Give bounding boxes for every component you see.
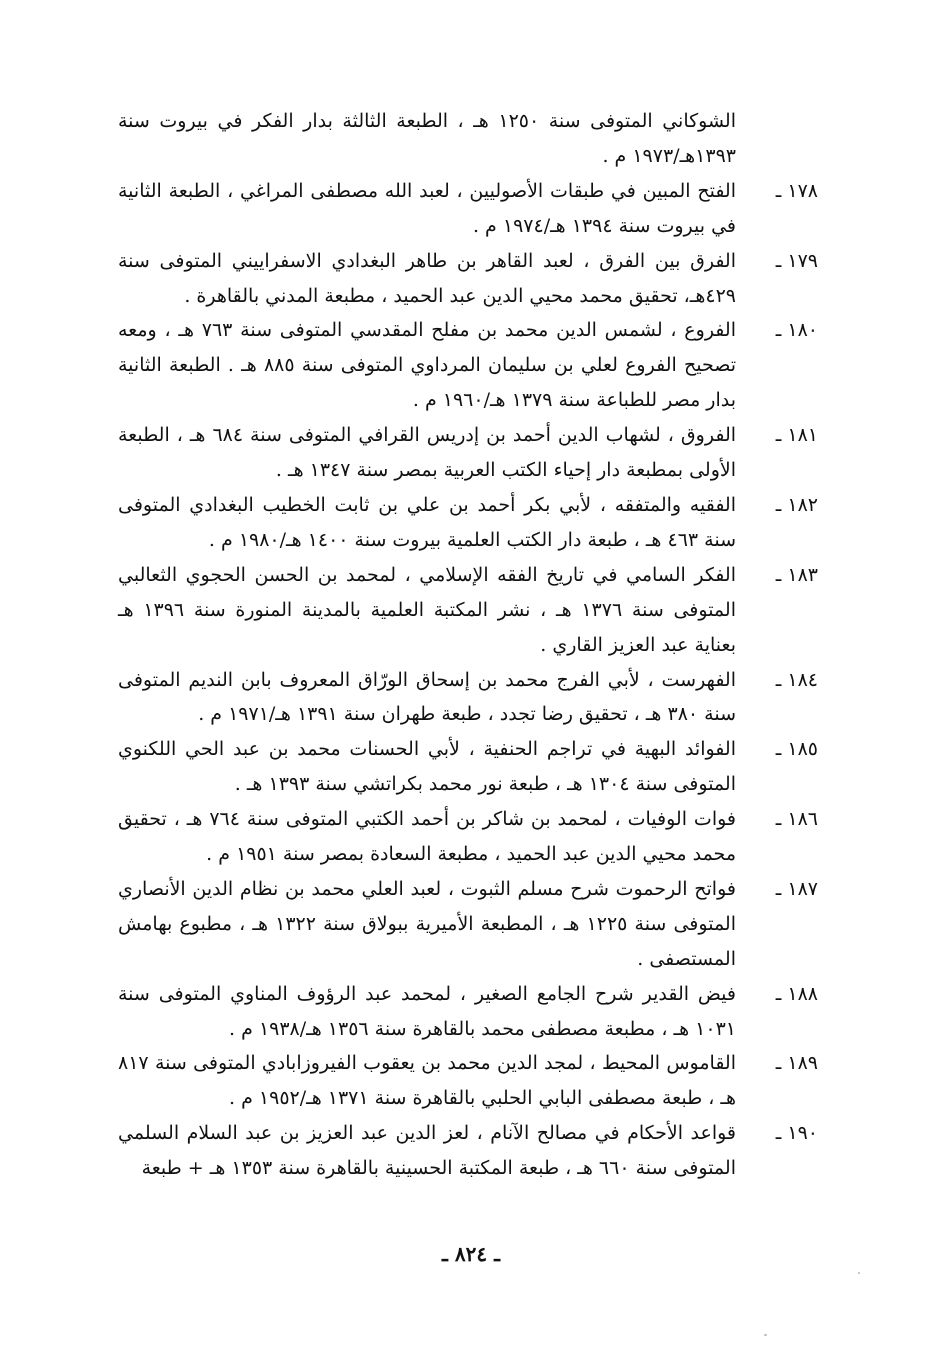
entry-number: ١٨٤ ـ [775,668,818,691]
bibliography-entry [118,977,818,1047]
bibliography-entry [118,1116,818,1186]
entry-text: القاموس المحيط ، لمجد الدين محمد بن يعقوب الفيروزابادي المتوفى سنة ٨١٧ هـ ، طبعة مصطفى البابي الحلبي بالقاهرة سنة ١٣٧١ هـ/١٩٥٢ م . [118,1052,736,1110]
entry-number: ١٧٩ ـ [775,249,818,272]
scan-speck [764,1334,767,1336]
entry-text: الفتح المبين في طبقات الأصوليين ، لعبد الله مصطفى المراغي ، الطبعة الثانية في بيروت سنة ١٣٩٤ هـ/١٩٧٤ م . [118,179,736,237]
entry-number: ١٨٨ ـ [775,982,818,1005]
page-number: ـ ٨٢٤ ـ [442,1242,500,1266]
bibliography-entry [118,872,818,977]
entry-text: الفروق ، لشهاب الدين أحمد بن إدريس القرافي المتوفى سنة ٦٨٤ هـ ، الطبعة الأولى بمطبعة دار إحياء الكتب العربية بمصر سنة ١٣٤٧ هـ . [118,424,737,482]
bibliography-entry [118,488,818,558]
bibliography-entry [118,244,818,314]
entry-number: ١٧٨ ـ [775,179,818,202]
bibliography-entry [118,174,818,244]
bibliography-entry [118,1046,818,1116]
entry-number: ١٨٩ ـ [775,1052,818,1075]
bibliography-entry [118,663,818,733]
entry-text: الفهرست ، لأبي الفرج محمد بن إسحاق الورّاق المعروف بابن النديم المتوفى سنة ٣٨٠ هـ ، تحقيق رضا تجدد ، طبعة طهران سنة ١٣٩١ هـ/١٩٧١ م . [118,668,736,726]
entry-text: فوات الوفيات ، لمحمد بن شاكر بن أحمد الكتبي المتوفى سنة ٧٦٤ هـ ، تحقيق محمد محيي الدين عبد الحميد ، مطبعة السعادة بمصر سنة ١٩٥١ م . [118,808,736,866]
entry-number: ١٨٢ ـ [775,493,818,516]
entry-text: الفوائد البهية في تراجم الحنفية ، لأبي الحسنات محمد بن عبد الحي اللكنوي المتوفى سنة ١٣٠٤ هـ ، طبعة نور محمد بكراتشي سنة ١٣٩٣ هـ . [118,738,736,796]
bibliography-list [118,104,818,1186]
bibliography-entry [118,313,818,418]
entry-number: ١٨٦ ـ [775,808,818,831]
entry-text: فيض القدير شرح الجامع الصغير ، لمحمد عبد الرؤوف المناوي المتوفى سنة ١٠٣١ هـ ، مطبعة مصطفى محمد بالقاهرة سنة ١٣٥٦ هـ/١٩٣٨ م . [118,982,736,1040]
bibliography-entry [118,732,818,802]
entry-text: الفكر السامي في تاريخ الفقه الإسلامي ، لمحمد بن الحسن الحجوي الثعالبي المتوفى سنة ١٣٧٦ هـ ، نشر المكتبة العلمية بالمدينة المنورة سنة ١٣٩٦ هـ بعناية عبد العزيز القاري . [118,563,736,656]
entry-text: فواتح الرحموت شرح مسلم الثبوت ، لعبد العلي محمد بن نظام الدين الأنصاري المتوفى سنة ١٢٢٥ هـ ، المطبعة الأميرية ببولاق سنة ١٣٢٢ هـ ، مطبوع بهامش المستصفى . [118,877,736,970]
entry-number: ١٩٠ ـ [775,1122,818,1145]
entry-number: ١٨٣ ـ [775,563,818,586]
entry-number: ١٨١ ـ [775,424,818,447]
scan-speck [858,1272,860,1274]
bibliography-entry [118,558,818,663]
entry-text: الفقيه والمتفقه ، لأبي بكر أحمد بن علي بن ثابت الخطيب البغدادي المتوفى سنة ٤٦٣ هـ ، طبعة دار الكتب العلمية بيروت سنة ١٤٠٠ هـ/١٩٨٠ م . [118,493,736,551]
entry-number: ١٨٧ ـ [775,877,818,900]
entry-text: الفرق بين الفرق ، لعبد القاهر بن طاهر البغدادي الاسفراييني المتوفى سنة ٤٢٩هـ، تحقيق محمد محيي الدين عبد الحميد ، مطبعة المدني بالقاهرة . [118,249,736,307]
bibliography-entry [118,418,818,488]
entry-text: الفروع ، لشمس الدين محمد بن مفلح المقدسي المتوفى سنة ٧٦٣ هـ ، ومعه تصحيح الفروع لعلي بن سليمان المرداوي المتوفى سنة ٨٨٥ هـ . الطبعة الثانية بدار مصر للطباعة سنة ١٣٧٩ هـ/١٩٦٠ م . [118,319,736,412]
entry-number: ١٨٥ ـ [775,738,818,761]
entry-number: ١٨٠ ـ [775,319,818,342]
entry-text: قواعد الأحكام في مصالح الآنام ، لعز الدين عبد العزيز بن عبد السلام السلمي المتوفى سنة ٦٦٠ هـ ، طبعة المكتبة الحسينية بالقاهرة سنة ١٣٥٣ هـ + طبعة [118,1122,736,1180]
entries-container [118,174,818,1186]
bibliography-entry [118,802,818,872]
continued-entry: الشوكاني المتوفى سنة ١٢٥٠ هـ ، الطبعة الثالثة بدار الفكر في بيروت سنة ١٣٩٣هـ/١٩٧٣ م . [118,110,736,167]
